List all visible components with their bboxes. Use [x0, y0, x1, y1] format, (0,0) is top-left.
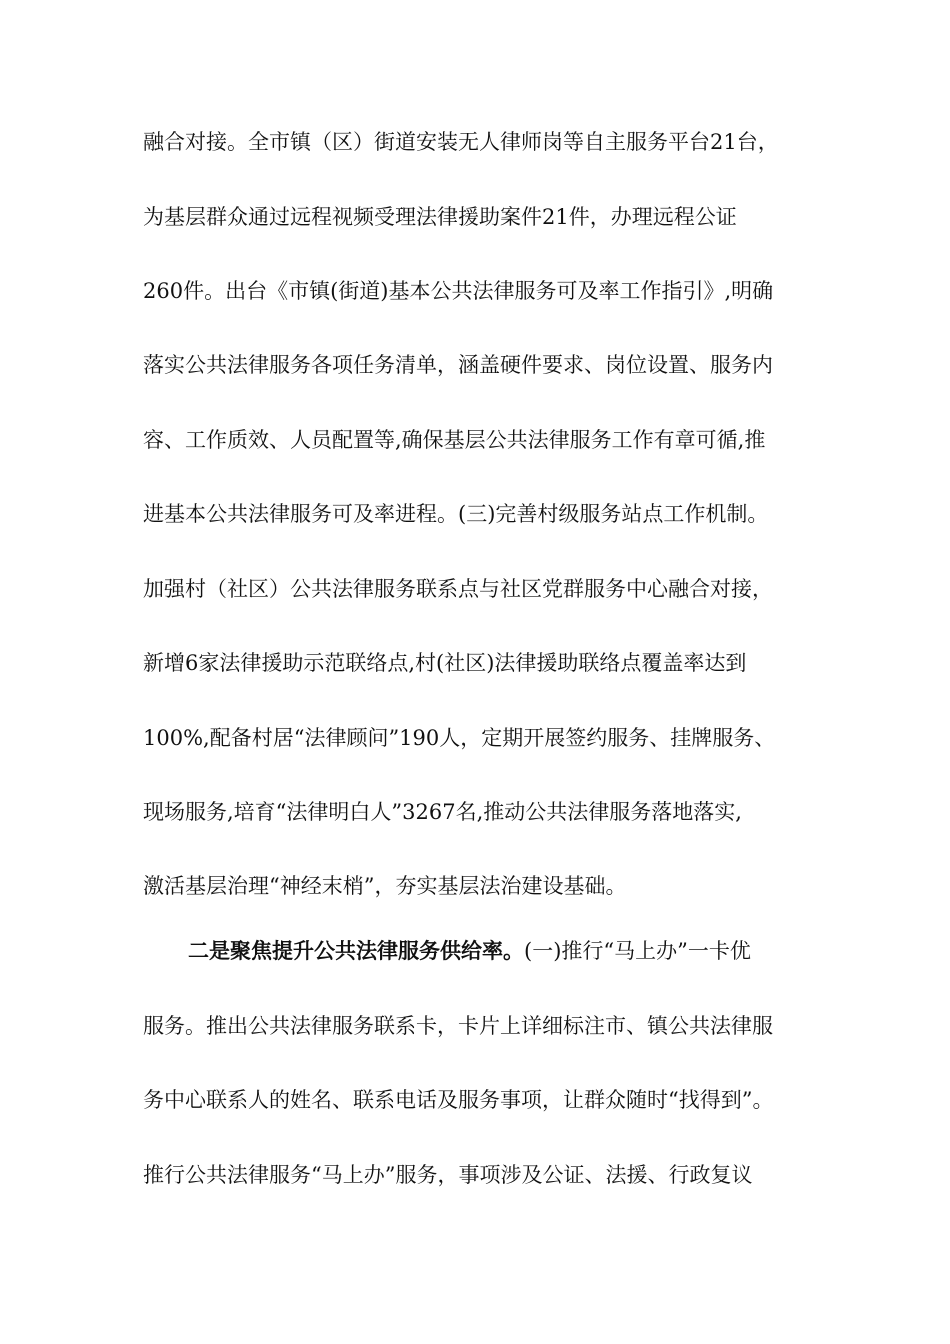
- paragraph-line: 现场服务,培育“法律明白人”3267名,推动公共法律服务落地落实,: [143, 800, 742, 824]
- paragraph-line: 服务。推出公共法律服务联系卡，卡片上详细标注市、镇公共法律服: [143, 1014, 773, 1038]
- paragraph-line: 为基层群众通过远程视频受理法律援助案件21件，办理远程公证: [143, 205, 737, 229]
- paragraph-line: 100%,配备村居“法律顾问”190人，定期开展签约服务、挂牌服务、: [143, 726, 776, 750]
- paragraph-line: 激活基层治理“神经末梢”，夯实基层法治建设基础。: [143, 874, 627, 898]
- paragraph-line: 融合对接。全市镇（区）街道安装无人律师岗等自主服务平台21台，: [143, 130, 779, 154]
- paragraph-line: 加强村（社区）公共法律服务联系点与社区党群服务中心融合对接，: [143, 577, 773, 601]
- section-line: [188, 933, 878, 969]
- paragraph-line: 容、工作质效、人员配置等,确保基层公共法律服务工作有章可循,推: [143, 428, 766, 452]
- paragraph-line: 推行公共法律服务“马上办”服务，事项涉及公证、法援、行政复议: [143, 1163, 753, 1187]
- paragraph-line: 落实公共法律服务各项任务清单，涵盖硬件要求、岗位设置、服务内: [143, 353, 773, 377]
- paragraph-line: 务中心联系人的姓名、联系电话及服务事项，让群众随时“找得到”。: [143, 1088, 774, 1112]
- section-lead-text: (一)推行“马上办”一卡优: [524, 939, 751, 963]
- paragraph-line: 进基本公共法律服务可及率进程。(三)完善村级服务站点工作机制。: [143, 502, 769, 526]
- section-heading: 二是聚焦提升公共法律服务供给率。: [188, 938, 524, 963]
- paragraph-line: 260件。出台《市镇(街道)基本公共法律服务可及率工作指引》,明确: [143, 279, 774, 303]
- paragraph-line: 新增6家法律援助示范联络点,村(社区)法律援助联络点覆盖率达到: [143, 651, 747, 675]
